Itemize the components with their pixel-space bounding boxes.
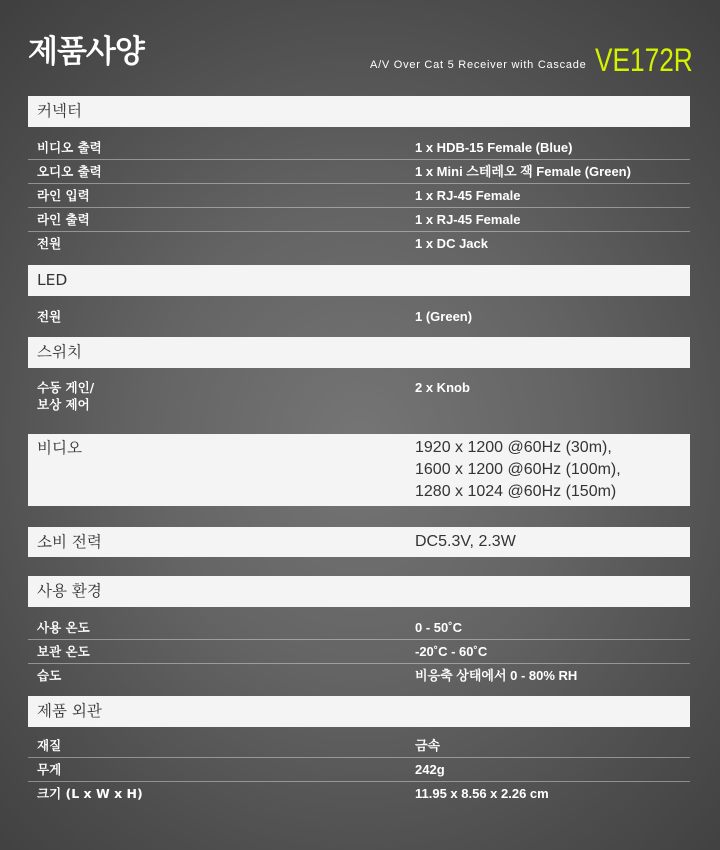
section-title-switch: 스위치 [37, 343, 82, 361]
spec-value: 11.95 x 8.56 x 2.26 cm [415, 786, 549, 801]
video-resolution-line: 1600 x 1200 @60Hz (100m), [415, 461, 621, 478]
product-subtitle: A/V Over Cat 5 Receiver with Cascade [370, 59, 587, 71]
switch-rows [28, 378, 690, 418]
section-box-video [28, 434, 690, 506]
spec-label: 라인 입력 [37, 188, 90, 203]
spec-value: 1 (Green) [415, 309, 473, 324]
spec-label: 오디오 출력 [37, 164, 102, 179]
section-title-led: LED [37, 271, 68, 289]
spec-value: 1 x HDB-15 Female (Blue) [415, 140, 573, 155]
spec-value: 금속 [415, 738, 441, 753]
spec-row-led-power [28, 305, 690, 329]
spec-label [37, 379, 94, 413]
spec-row-operating-temperature [28, 616, 690, 640]
physical-rows [28, 734, 690, 806]
section-title-power-consumption: 소비 전력 [37, 533, 102, 551]
spec-row-storage-temperature [28, 640, 690, 664]
spec-row-power-connector [28, 232, 690, 256]
spec-value: 0 - 50˚C [415, 620, 462, 635]
spec-value: 2 x Knob [415, 380, 470, 395]
video-resolution-line: 1920 x 1200 @60Hz (30m), [415, 439, 612, 456]
spec-row-line-output [28, 208, 690, 232]
spec-value: 1 x Mini 스테레오 잭 Female (Green) [415, 164, 631, 179]
spec-label: 재질 [37, 738, 62, 753]
spec-label: 크기 (L x W x H) [37, 786, 143, 801]
spec-value: 1 x RJ-45 Female [415, 212, 521, 227]
power-consumption-value: DC5.3V, 2.3W [415, 533, 516, 550]
spec-row-manual-gain-control [28, 378, 690, 418]
section-title-physical: 제품 외관 [37, 702, 102, 720]
spec-row-humidity [28, 664, 690, 688]
section-header-physical [28, 696, 690, 727]
spec-label: 사용 온도 [37, 620, 90, 635]
spec-label: 습도 [37, 668, 62, 683]
section-header-switch [28, 337, 690, 368]
page-title: 제품사양 [28, 34, 144, 70]
spec-value: -20˚C - 60˚C [415, 644, 488, 659]
spec-value: 비응축 상태에서 0 - 80% RH [415, 668, 578, 683]
section-header-connectors [28, 96, 690, 127]
video-resolutions [415, 437, 621, 503]
section-title-connectors: 커넥터 [37, 102, 82, 120]
section-title-environment: 사용 환경 [37, 582, 102, 600]
spec-row-line-input [28, 184, 690, 208]
spec-value: 1 x RJ-45 Female [415, 188, 521, 203]
spec-label: 비디오 출력 [37, 140, 102, 155]
led-rows [28, 305, 690, 329]
spec-label-line: 수동 게인/ [37, 380, 95, 395]
spec-label: 보관 온도 [37, 644, 90, 659]
spec-label: 전원 [37, 309, 62, 324]
spec-row-weight [28, 758, 690, 782]
section-header-led [28, 265, 690, 296]
spec-row-video-output [28, 136, 690, 160]
section-header-environment [28, 576, 690, 607]
environment-rows [28, 616, 690, 688]
spec-label: 무게 [37, 762, 62, 777]
spec-label: 라인 출력 [37, 212, 90, 227]
spec-value: 1 x DC Jack [415, 236, 488, 251]
connector-rows [28, 136, 690, 256]
video-resolution-line: 1280 x 1024 @60Hz (150m) [415, 483, 617, 500]
spec-label: 전원 [37, 236, 62, 251]
spec-row-material [28, 734, 690, 758]
spec-value: 242g [415, 762, 445, 777]
section-title-video: 비디오 [37, 439, 82, 457]
spec-row-audio-output [28, 160, 690, 184]
spec-label-line: 보상 제어 [37, 397, 90, 412]
section-box-power-consumption [28, 527, 690, 557]
spec-row-dimensions [28, 782, 690, 806]
model-number: VE172R [595, 42, 693, 78]
